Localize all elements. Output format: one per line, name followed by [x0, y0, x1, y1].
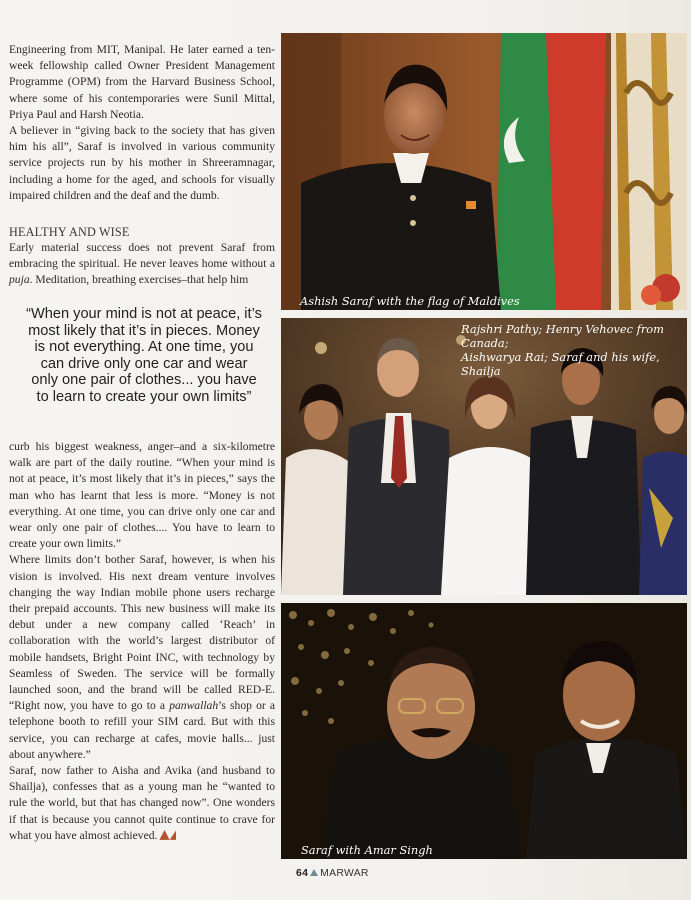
- article-column-middle: [9, 240, 275, 289]
- photo-saraf-with-amar-singh: [281, 603, 687, 859]
- article-column-top: [9, 42, 275, 204]
- article-column-bottom: [9, 439, 275, 844]
- photo-1-illustration: [281, 33, 687, 310]
- paragraph-3-start: Early material success does not prevent Saraf from embracing the spiritual. He never leaves home without a: [9, 241, 275, 271]
- paragraph-5-end: ’s shop or a telephone booth to refill your SIM card. But with this service, you can recharge at cafes, movie halls... just about anywhere.”: [9, 699, 276, 761]
- paragraph-5-start: Where limits don’t bother Saraf, however, is when his vision is involved. His next dream venture involves changing the way Indian mobile phone users recharge their prepaid accounts. This new business will make its debut under a new company called ‘Reach’ in collaboration with the world’s largest distributor of mobile handsets, Bright Point INC, with technology by Seamless of Sweden. The service will be formally launched soon, and the brand will be called RED-E. “Right now, you have to go to a: [9, 553, 275, 713]
- caption-photo-2-line-2: Aishwarya Rai; Saraf and his wife, Shailja: [461, 350, 660, 378]
- article-paragraph-2: A believer in “giving back to the society that has given him his all”, Saraf is involved in various community service projects run by his mother in Shreeramnagar, including a home for the aged, and schools for visually impaired children and the deaf and the dumb.: [9, 124, 275, 202]
- page-footer: [296, 868, 369, 879]
- article-paragraph-1: Engineering from MIT, Manipal. He later earned a ten-week fellowship called Owner President Management Programme (OPM) from the Harvard Business School, where some of his contemporaries were Sunil Mittal, Priya Paul and Harsh Neotia.: [9, 43, 275, 121]
- caption-photo-1: Ashish Saraf with the flag of Maldives: [300, 294, 520, 308]
- end-mark-icon: [159, 830, 176, 840]
- caption-photo-2-line-1: Rajshri Pathy; Henry Vehovec from Canada;: [461, 322, 664, 350]
- article-paragraph-5: [9, 552, 275, 763]
- magazine-name: MARWAR: [320, 868, 369, 879]
- caption-photo-2: [461, 322, 687, 378]
- triangle-icon: [310, 869, 318, 876]
- section-heading: HEALTHY AND WISE: [9, 225, 130, 239]
- paragraph-6-text: Saraf, now father to Aisha and Avika (and husband to Shailja), confesses that as a young man he “wanted to rule the world, but that has changed now”. One wonders if that is because you cannot quite continue to crave for what you have almost achieved.: [9, 764, 275, 842]
- photo-3-illustration: [281, 603, 687, 859]
- article-paragraph-3: [9, 240, 275, 289]
- panwallah-word: panwallah: [169, 699, 219, 713]
- article-paragraph-6: [9, 763, 275, 844]
- paragraph-3-end: . Meditation, breathing exercises–that help him: [29, 273, 249, 287]
- pull-quote: “When your mind is not at peace, it’s most likely that it’s in pieces. Money is not everything. At one time, you can drive only one car and wear only one pair of clothes... you have to learn to create your own limits”: [26, 306, 262, 405]
- puja-word: puja: [9, 273, 30, 287]
- caption-photo-3: Saraf with Amar Singh: [301, 843, 433, 857]
- article-paragraph-4: curb his biggest weakness, anger–and a six-kilometre walk are part of the daily routine. “When your mind is not at peace, it’s most likely that it’s in pieces,” says the man who has learnt that less is more. “Money is not everything. At one time, you can drive only one car and wear only one pair of clothes.... You have to learn to create your own limits.”: [9, 440, 275, 551]
- page-number: 64: [296, 868, 309, 879]
- photo-saraf-with-flag: [281, 33, 687, 310]
